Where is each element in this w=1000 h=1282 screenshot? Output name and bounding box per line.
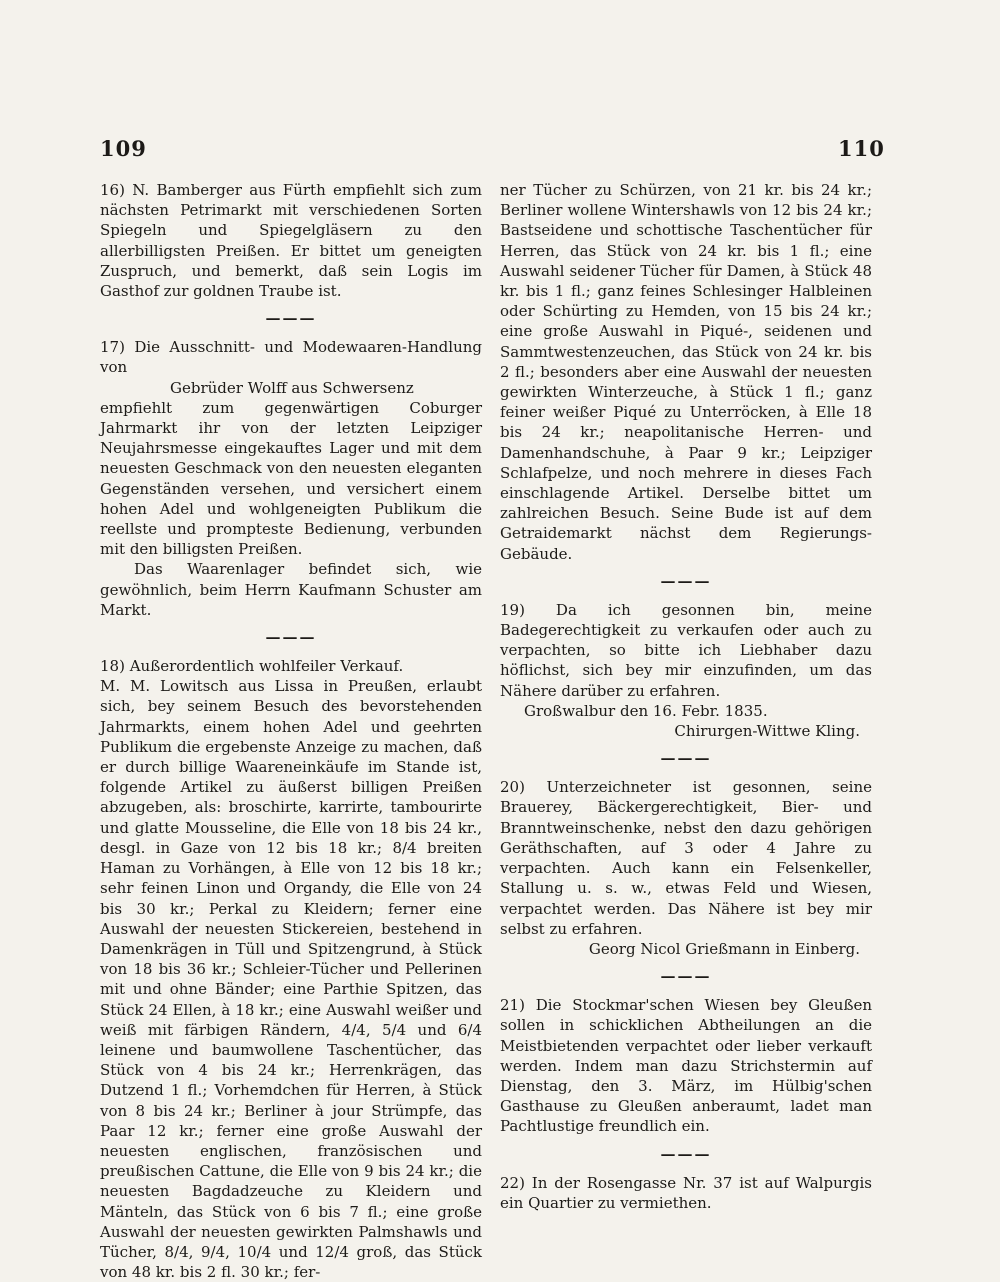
- divider: ———: [265, 309, 317, 328]
- notice-19-signature: Chirurgen-Wittwe Kling.: [674, 722, 860, 741]
- notice-18-continued-text: ner Tücher zu Schürzen, von 21 kr. bis 24 kr.; Berliner wollene Wintershawls von 12 bis 24 kr.; Bastseidene und schottische Taschentücher für Herren, das Stück von 24 kr. bis 1 fl.; eine Auswahl seidener Tücher für Damen, à Stück 48 kr. bis 1 fl.; ganz feines Schlesinger Halbleinen oder Schürting zu Hemden, von 15 bis 24 kr.; eine große Auswahl in Piqué-, seidenen und Sammtwestenzeuchen, das Stück von 24 kr. bis 2 fl.; besonders aber eine Auswahl der neuesten gewirkten Winterzeuche, à Stück 1 fl.; ganz feiner weißer Piqué zu Unterröcken, à Elle 18 bis 24 kr.; neapolitanische Herren- und Damenhandschuhe, à Paar 9 kr.; Leipziger Schlafpelze, und noch mehrere in dieses Fach einschlagende Artikel. Derselbe bittet um zahlreichen Besuch. Seine Bude ist auf dem Getraidemarkt nächst dem Regierungs-Gebäude.: [500, 181, 872, 563]
- notice-19: [500, 600, 872, 741]
- notice-17-heading: 17) Die Ausschnitt- und Modewaaren-Handlung von: [100, 338, 482, 377]
- notice-18-continued: [500, 180, 872, 564]
- notice-18-title: 18) Außerordentlich wohlfeiler Verkauf.: [100, 657, 404, 676]
- page-number-right: 110: [838, 136, 885, 161]
- notice-16: [100, 180, 482, 301]
- notice-22-text: 22) In der Rosengasse Nr. 37 ist auf Walpurgis ein Quartier zu vermiethen.: [500, 1173, 872, 1212]
- notice-17-firm: Gebrüder Wolff aus Schwersenz: [170, 378, 414, 397]
- divider: ———: [660, 749, 712, 768]
- divider: ———: [660, 1144, 712, 1163]
- page-number-left: 109: [100, 136, 147, 161]
- notice-20: [500, 777, 872, 959]
- notice-17-text: empfiehlt zum gegenwärtigen Coburger Jahrmarkt ihr von der letzten Leipziger Neujahrsmesse eingekauftes Lager und mit dem neuesten Geschmack von den neuesten eleganten Gegenständen versehen, und versichert einem hohen Adel und wohlgeneigten Publikum die reellste und prompteste Bedienung, verbunden mit den billigsten Preißen.: [100, 398, 482, 559]
- left-column: [100, 180, 482, 1282]
- notice-17: [100, 337, 482, 620]
- divider: ———: [660, 571, 712, 590]
- notice-20-text: 20) Unterzeichneter ist gesonnen, seine Brauerey, Bäckergerechtigkeit, Bier- und Branntweinschenke, nebst den dazu gehörigen Geräthschaften, auf 3 oder 4 Jahre zu verpachten. Auch kann ein Felsenkeller, Stallung u. s. w., etwas Feld und Wiesen, verpachtet werden. Das Nähere ist bey mir selbst zu erfahren.: [500, 778, 872, 938]
- divider: ———: [265, 628, 317, 647]
- divider: ———: [660, 967, 712, 986]
- notice-19-place-date: Großwalbur den 16. Febr. 1835.: [524, 701, 768, 720]
- notice-16-text: 16) N. Bamberger aus Fürth empfiehlt sich zum nächsten Petrimarkt mit verschiedenen Sorten Spiegeln und Spiegelgläsern zu den allerbilligsten Preißen. Er bittet um geneigten Zuspruch, und bemerkt, daß sein Logis im Gasthof zur goldnen Traube ist.: [100, 181, 482, 301]
- notice-20-signature: Georg Nicol Grießmann in Einberg.: [588, 939, 860, 958]
- notice-18: [100, 656, 482, 1282]
- notice-19-text: 19) Da ich gesonnen bin, meine Badegerechtigkeit zu verkaufen oder auch zu verpachten, so bitte ich Liebhaber dazu höflichst, sich bey mir einzufinden, um das Nähere darüber zu erfahren.: [500, 600, 872, 700]
- right-column: [500, 180, 872, 1213]
- notice-21: [500, 995, 872, 1136]
- notice-22: [500, 1173, 872, 1213]
- notice-21-text: 21) Die Stockmar'schen Wiesen bey Gleußen sollen in schicklichen Abtheilungen an die Meistbietenden verpachtet oder lieber verkauft werden. Indem man dazu Strichstermin auf Dienstag, den 3. März, im Hülbig'schen Gasthause zu Gleußen anberaumt, ladet man Pachtlustige freundlich ein.: [500, 996, 872, 1136]
- notice-17-note: Das Waarenlager befindet sich, wie gewöhnlich, beim Herrn Kaufmann Schuster am Markt.: [100, 560, 482, 619]
- notice-18-text: M. M. Lowitsch aus Lissa in Preußen, erlaubt sich, bey seinem Besuch des bevorstehenden Jahrmarkts, einem hohen Adel und geehrten Publikum die ergebenste Anzeige zu machen, daß er durch billige Waareneinkäufe im Stande ist, folgende Artikel zu äußerst billigen Preißen abzugeben, als: broschirte, karrirte, tambourirte und glatte Mousseline, die Elle von 18 bis 24 kr., desgl. in Gaze von 12 bis 18 kr.; 8/4 breiten Haman zu Vorhängen, à Elle von 12 bis 18 kr.; sehr feinen Linon und Organdy, die Elle von 24 bis 30 kr.; Perkal zu Kleidern; ferner eine Auswahl der neuesten Stickereien, bestehend in Damenkrägen in Tüll und Spitzengrund, à Stück von 18 bis 36 kr.; Schleier-Tücher und Pellerinen mit und ohne Bänder; eine Parthie Spitzen, das Stück 24 Ellen, à 18 kr.; eine Auswahl weißer und weiß mit färbigen Rändern, 4/4, 5/4 und 6/4 leinene und baumwollene Taschentücher, das Stück von 4 bis 24 kr.; Herrenkrägen, das Dutzend 1 fl.; Vorhemdchen für Herren, à Stück von 8 bis 24 kr.; Berliner à jour Strümpfe, das Paar 12 kr.; ferner eine große Auswahl der neuesten englischen, französischen und preußischen Cattune, die Elle von 9 bis 24 kr.; die neuesten Bagdadzeuche zu Kleidern und Mänteln, das Stück von 6 bis 7 fl.; eine große Auswahl der neuesten gewirkten Palmshawls und Tücher, 8/4, 9/4, 10/4 und 12/4 groß, das Stück von 48 kr. bis 2 fl. 30 kr.; fer-: [100, 677, 482, 1282]
